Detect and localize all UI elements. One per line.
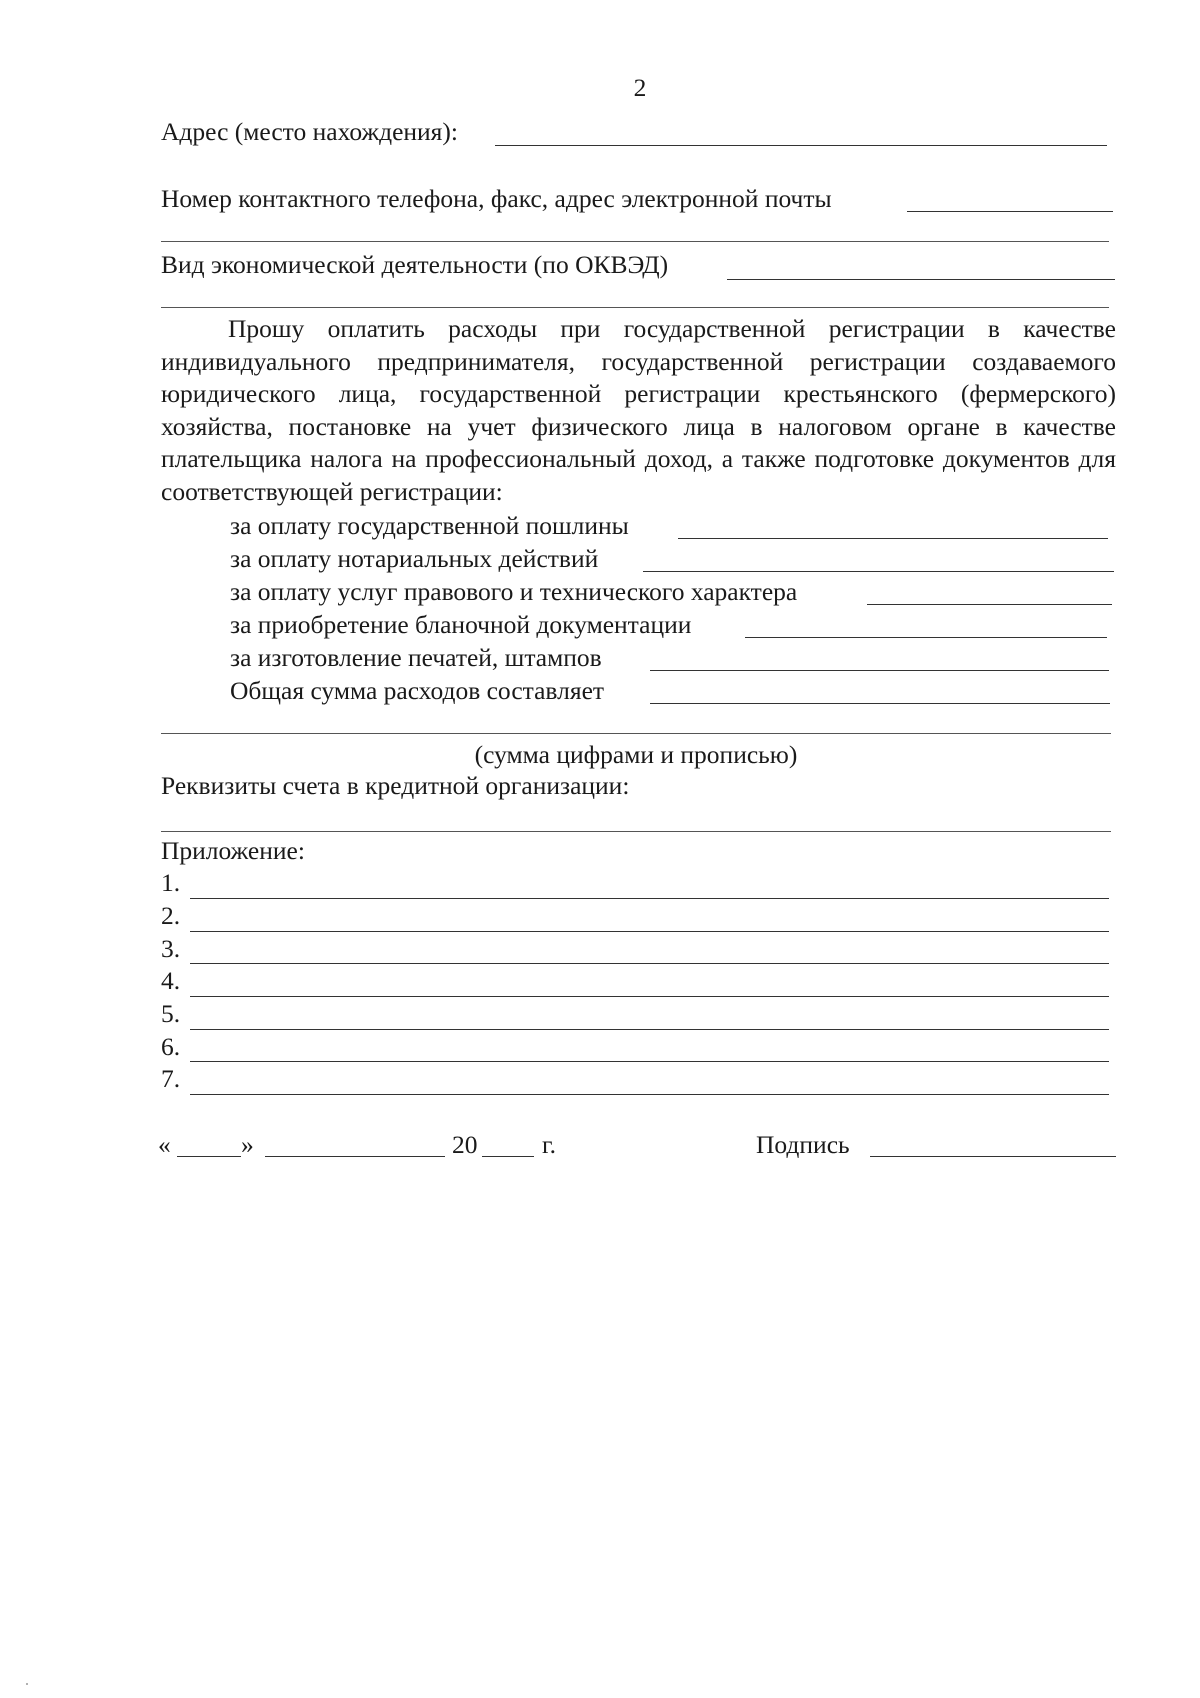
expense-legal-services: за оплату услуг правового и технического характера [230,577,798,606]
date-quote-open: « [158,1130,171,1159]
date-year-blank[interactable] [482,1156,534,1157]
attachment-number: 7. [161,1064,181,1093]
date-quote-close: » [241,1130,254,1159]
expense-notary: за оплату нотариальных действий [230,544,599,573]
attachment-blank-line[interactable] [190,963,1109,964]
expense-state-duty-blank[interactable] [678,538,1108,539]
expense-seals: за изготовление печатей, штампов [230,643,602,672]
page-number: 2 [633,73,647,102]
expense-total: Общая сумма расходов составляет [230,676,605,705]
phone-label: Номер контактного телефона, факс, адрес электронной почты [161,184,832,213]
activity-blank-line[interactable] [727,279,1115,280]
address-label: Адрес (место нахождения): [161,117,458,146]
attachment-number: 6. [161,1032,181,1061]
attachment-number: 1. [161,868,181,897]
signature-blank-line[interactable] [870,1156,1116,1157]
expense-total-blank[interactable] [650,703,1110,704]
sum-caption: (сумма цифрами и прописью) [474,740,798,769]
date-year-suffix: г. [542,1130,556,1159]
attachment-blank-line[interactable] [190,1094,1109,1095]
expense-forms-blank[interactable] [745,637,1107,638]
activity-continuation-line[interactable] [161,307,1109,308]
attachment-number: 2. [161,901,181,930]
attachment-blank-line[interactable] [190,1029,1109,1030]
expense-notary-blank[interactable] [643,571,1114,572]
activity-label: Вид экономической деятельности (по ОКВЭД) [161,250,669,279]
attachment-number: 4. [161,966,181,995]
attachment-number: 3. [161,934,181,963]
signature-label: Подпись [756,1130,850,1159]
address-blank-line[interactable] [495,145,1107,146]
attachments-label: Приложение: [161,836,305,865]
bank-details-blank-line[interactable] [161,831,1111,832]
request-paragraph: Прошу оплатить расходы при государственной регистрации в качестве индивидуального предпринимателя, государственной регистрации создаваемого юридического лица, государственной регистрации крестьянского (фермерского) хозяйства, постановке на учет физического лица в налоговом органе в качестве плательщика налога на профессиональный доход, а также подготовке документов для соответствующей регистрации: [161,314,1116,506]
attachment-blank-line[interactable] [190,996,1109,997]
date-day-blank[interactable] [177,1156,241,1157]
expense-forms: за приобретение бланочной документации [230,610,692,639]
attachment-blank-line[interactable] [190,898,1109,899]
bank-details-label: Реквизиты счета в кредитной организации: [161,771,630,800]
phone-blank-line[interactable] [907,211,1113,212]
expense-legal-services-blank[interactable] [867,604,1112,605]
expense-seals-blank[interactable] [650,670,1109,671]
sum-blank-line[interactable] [161,733,1111,734]
phone-continuation-line[interactable] [161,241,1109,242]
attachment-number: 5. [161,999,181,1028]
attachment-blank-line[interactable] [190,931,1109,932]
attachment-blank-line[interactable] [190,1061,1109,1062]
expense-state-duty: за оплату государственной пошлины [230,511,629,540]
scan-artifact [26,1683,28,1685]
date-month-blank[interactable] [265,1156,445,1157]
date-year-prefix: 20 [452,1130,478,1159]
